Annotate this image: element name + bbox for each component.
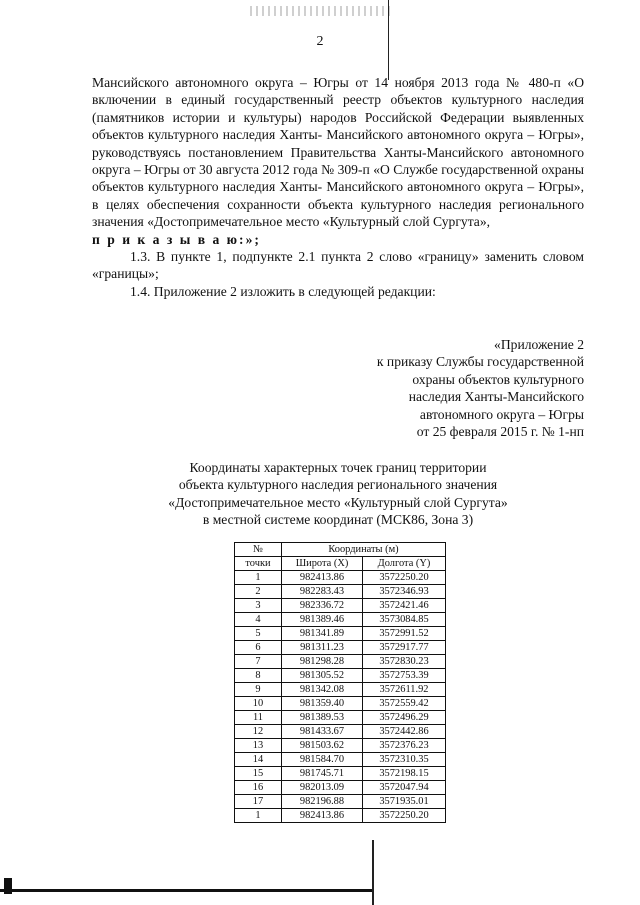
longitude-y-cell: 3572559.42 bbox=[363, 697, 446, 711]
longitude-y-cell: 3573084.85 bbox=[363, 613, 446, 627]
point-number-cell: 5 bbox=[235, 627, 282, 641]
latitude-x-cell: 982413.86 bbox=[282, 809, 363, 823]
latitude-x-cell: 981503.62 bbox=[282, 739, 363, 753]
latitude-x-cell: 981389.53 bbox=[282, 711, 363, 725]
table-row bbox=[235, 627, 446, 641]
point-number-cell: 3 bbox=[235, 599, 282, 613]
table-title-line: объекта культурного наследия регионального значения bbox=[178, 477, 498, 493]
appendix-header bbox=[330, 336, 584, 440]
point-number-cell: 6 bbox=[235, 641, 282, 655]
latitude-x-cell: 982336.72 bbox=[282, 599, 363, 613]
longitude-y-cell: 3572917.77 bbox=[363, 641, 446, 655]
latitude-x-cell: 981584.70 bbox=[282, 753, 363, 767]
table-title bbox=[92, 459, 584, 529]
preamble-line: Федерации выявленных объектов культурного наследия Ханты- bbox=[92, 109, 584, 143]
longitude-y-cell: 3572421.46 bbox=[363, 599, 446, 613]
table-row bbox=[235, 641, 446, 655]
appendix-line: наследия Ханты-Мансийского bbox=[408, 389, 584, 405]
latitude-x-cell: 981305.52 bbox=[282, 669, 363, 683]
longitude-y-cell: 3572250.20 bbox=[363, 571, 446, 585]
longitude-y-cell: 3571935.01 bbox=[363, 795, 446, 809]
latitude-x-cell: 981341.89 bbox=[282, 627, 363, 641]
longitude-y-cell: 3572991.52 bbox=[363, 627, 446, 641]
coordinates-table-body bbox=[235, 571, 446, 823]
longitude-y-cell: 3572496.29 bbox=[363, 711, 446, 725]
appendix-line: от 25 февраля 2015 г. № 1-нп bbox=[416, 424, 584, 440]
latitude-x-cell: 981745.71 bbox=[282, 767, 363, 781]
preamble-line: «О включении в единый государственный реестр объектов культурного bbox=[92, 75, 585, 108]
table-row bbox=[235, 739, 446, 753]
table-row bbox=[235, 795, 446, 809]
latitude-x-cell: 982413.86 bbox=[282, 571, 363, 585]
table-row bbox=[235, 725, 446, 739]
preamble-line: округа – Югры от 30 августа 2012 года № 309-п «О Службе bbox=[92, 162, 438, 178]
header-latitude-x: Широта (X) bbox=[282, 557, 363, 571]
table-row bbox=[235, 753, 446, 767]
table-row bbox=[235, 655, 446, 669]
latitude-x-cell: 981359.40 bbox=[282, 697, 363, 711]
point-number-cell: 10 bbox=[235, 697, 282, 711]
latitude-x-cell: 981298.28 bbox=[282, 655, 363, 669]
appendix-line: к приказу Службы государственной bbox=[376, 354, 584, 370]
table-title-line: «Достопримечательное место «Культурный слой Сургута» bbox=[168, 494, 508, 510]
point-number-cell: 1 bbox=[235, 809, 282, 823]
table-title-line: в местной системе координат (МСК86, Зона 3) bbox=[202, 512, 474, 528]
point-number-cell: 4 bbox=[235, 613, 282, 627]
point-number-cell: 8 bbox=[235, 669, 282, 683]
point-number-cell: 11 bbox=[235, 711, 282, 725]
coordinates-table bbox=[234, 542, 446, 823]
paragraph-item-1-4: 1.4. Приложение 2 изложить в следующей редакции: bbox=[130, 283, 436, 299]
appendix-line: «Приложение 2 bbox=[494, 337, 584, 352]
paragraph-preamble bbox=[92, 74, 584, 231]
table-row bbox=[235, 767, 446, 781]
point-number-cell: 16 bbox=[235, 781, 282, 795]
page-number: 2 bbox=[316, 34, 324, 49]
longitude-y-cell: 3572047.94 bbox=[363, 781, 446, 795]
preamble-line: «Достопримечательное место «Культурный слой Сургута», bbox=[147, 214, 491, 230]
longitude-y-cell: 3572753.39 bbox=[363, 669, 446, 683]
scan-artifact-bar bbox=[0, 889, 372, 892]
preamble-line: сохранности объекта культурного наследия регионального значения bbox=[92, 196, 584, 230]
point-number-cell: 7 bbox=[235, 655, 282, 669]
header-longitude-y: Долгота (Y) bbox=[363, 557, 446, 571]
scan-artifact-top bbox=[250, 6, 390, 16]
latitude-x-cell: 982283.43 bbox=[282, 585, 363, 599]
paragraph-order-word bbox=[92, 231, 584, 248]
appendix-line: автономного округа – Югры bbox=[419, 406, 584, 422]
order-word: п р и к а з ы в а ю:»; bbox=[92, 231, 261, 247]
header-coordinates: Координаты (м) bbox=[282, 543, 446, 557]
longitude-y-cell: 3572442.86 bbox=[363, 725, 446, 739]
paragraph-item-1-3: 1.3. В пункте 1, подпункте 2.1 пункта 2 слово «границу» заменить словом «границы»; bbox=[92, 249, 584, 282]
longitude-y-cell: 3572198.15 bbox=[363, 767, 446, 781]
preamble-line: Мансийского автономного округа – Югры», руководствуясь bbox=[92, 127, 584, 160]
table-row bbox=[235, 613, 446, 627]
header-point-number: № bbox=[235, 543, 282, 557]
longitude-y-cell: 3572830.23 bbox=[363, 655, 446, 669]
header-point-label: точки bbox=[235, 557, 282, 571]
body-text bbox=[92, 74, 584, 300]
point-number-cell: 13 bbox=[235, 739, 282, 753]
point-number-cell: 12 bbox=[235, 725, 282, 739]
longitude-y-cell: 3572250.20 bbox=[363, 809, 446, 823]
latitude-x-cell: 981311.23 bbox=[282, 641, 363, 655]
table-row bbox=[235, 697, 446, 711]
preamble-line: Мансийского автономного округа – Югры от 14 ноября 2013 года № 480-п bbox=[92, 75, 561, 90]
longitude-y-cell: 3572376.23 bbox=[363, 739, 446, 753]
table-row bbox=[235, 711, 446, 725]
latitude-x-cell: 982013.09 bbox=[282, 781, 363, 795]
scan-artifact-mark bbox=[4, 878, 12, 894]
table-row bbox=[235, 669, 446, 683]
point-number-cell: 15 bbox=[235, 767, 282, 781]
table-row bbox=[235, 781, 446, 795]
preamble-line: наследия (памятников истории и культуры) народов Российской bbox=[92, 92, 584, 125]
point-number-cell: 17 bbox=[235, 795, 282, 809]
scan-artifact-line bbox=[372, 840, 374, 905]
point-number-cell: 2 bbox=[235, 585, 282, 599]
table-row bbox=[235, 571, 446, 585]
latitude-x-cell: 981389.46 bbox=[282, 613, 363, 627]
latitude-x-cell: 981433.67 bbox=[282, 725, 363, 739]
table-title-line: Координаты характерных точек границ территории bbox=[189, 460, 487, 475]
table-row bbox=[235, 683, 446, 697]
latitude-x-cell: 982196.88 bbox=[282, 795, 363, 809]
appendix-line: охраны объектов культурного bbox=[412, 371, 584, 387]
point-number-cell: 9 bbox=[235, 683, 282, 697]
table-row bbox=[235, 599, 446, 613]
longitude-y-cell: 3572310.35 bbox=[363, 753, 446, 767]
longitude-y-cell: 3572346.93 bbox=[363, 585, 446, 599]
preamble-line: государственной охраны объектов культурного наследия Ханты- bbox=[92, 162, 585, 195]
latitude-x-cell: 981342.08 bbox=[282, 683, 363, 697]
preamble-line: постановлением Правительства Ханты-Мансийского автономного bbox=[188, 144, 584, 160]
point-number-cell: 1 bbox=[235, 571, 282, 585]
table-row bbox=[235, 585, 446, 599]
table-row bbox=[235, 809, 446, 823]
point-number-cell: 14 bbox=[235, 753, 282, 767]
longitude-y-cell: 3572611.92 bbox=[363, 683, 446, 697]
preamble-line: Мансийского автономного округа – Югры», в целях обеспечения bbox=[92, 179, 584, 212]
